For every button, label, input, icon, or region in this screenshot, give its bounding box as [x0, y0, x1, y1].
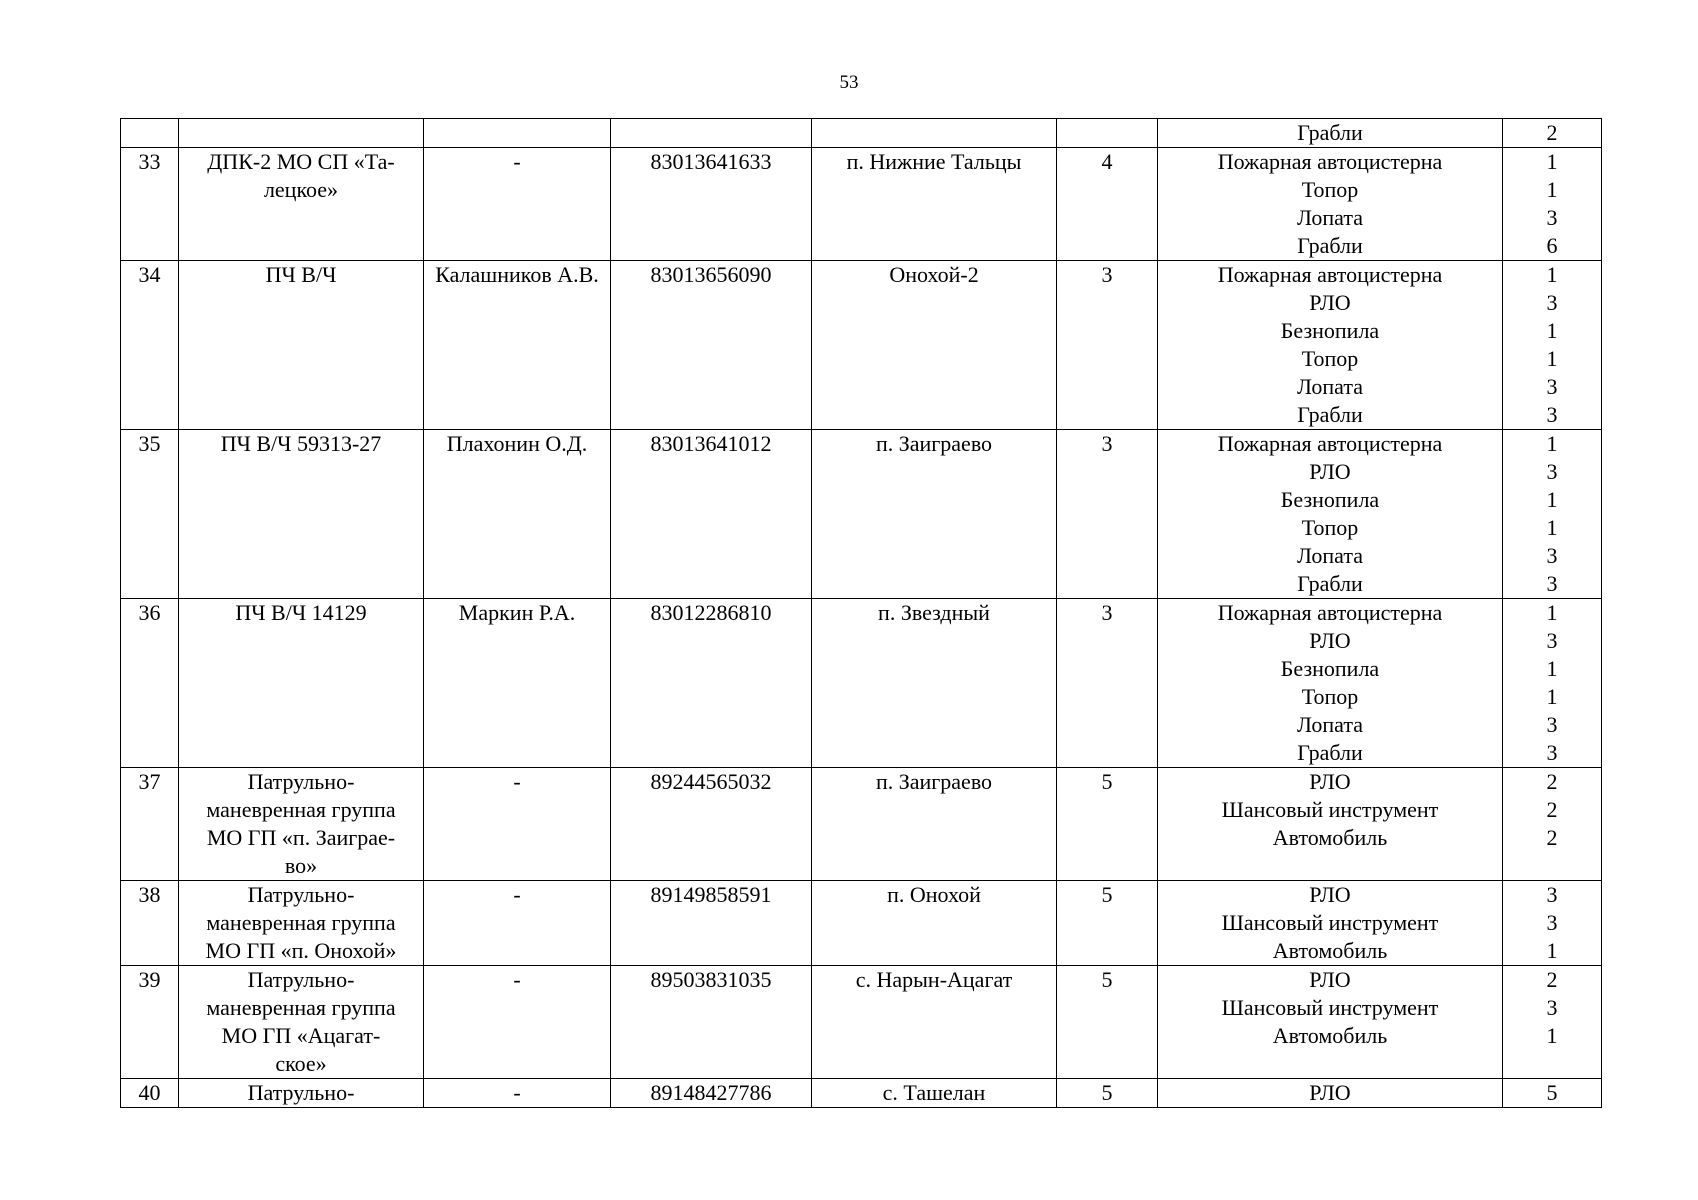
unit-name-line: ПЧ В/Ч	[265, 262, 337, 287]
equipment-name: Грабли	[1297, 120, 1363, 145]
cell-location	[812, 966, 1057, 1079]
equipment-qty: 1	[1546, 318, 1558, 343]
equipment-qty: 1	[1546, 431, 1558, 456]
head-name: Маркин Р.А.	[458, 600, 576, 625]
cell-qty	[1503, 261, 1602, 430]
cell-equipment	[1158, 148, 1503, 261]
cell-count	[1057, 1079, 1158, 1108]
location: п. Заиграево	[875, 431, 993, 456]
unit-name-line: ПЧ В/Ч 14129	[235, 600, 367, 625]
table-row	[121, 1079, 1602, 1108]
unit-name-line: МО ГП «Ацагат-	[221, 1023, 381, 1048]
cell-phone	[611, 881, 812, 966]
equipment-qty: 2	[1546, 797, 1558, 822]
cell-num	[121, 599, 179, 768]
equipment-qty: 5	[1546, 1080, 1558, 1105]
cell-equipment	[1158, 261, 1503, 430]
phone-number: 83013641633	[650, 149, 772, 174]
cell-num	[121, 768, 179, 881]
table-row	[121, 148, 1602, 261]
cell-head	[424, 148, 611, 261]
unit-name-line: ПЧ В/Ч 59313-27	[220, 431, 382, 456]
cell-count	[1057, 966, 1158, 1079]
cell-num	[121, 966, 179, 1079]
equipment-qty: 3	[1546, 628, 1558, 653]
equipment-qty: 1	[1546, 149, 1558, 174]
personnel-count: 4	[1101, 149, 1113, 174]
personnel-count: 5	[1101, 769, 1113, 794]
cell-head	[424, 768, 611, 881]
equipment-name: РЛО	[1309, 290, 1351, 315]
head-name: -	[513, 769, 521, 794]
cell-count	[1057, 148, 1158, 261]
equipment-qty: 1	[1546, 600, 1558, 625]
personnel-count: 3	[1101, 431, 1113, 456]
cell-location	[812, 119, 1057, 148]
table-row	[121, 430, 1602, 599]
page-number: 53	[839, 72, 859, 93]
equipment-name: Автомобиль	[1272, 1023, 1388, 1048]
cell-count	[1057, 881, 1158, 966]
row-number: 34	[138, 262, 161, 287]
cell-head	[424, 1079, 611, 1108]
equipment-name: Лопата	[1297, 205, 1363, 230]
personnel-count: 3	[1101, 600, 1113, 625]
head-name: -	[513, 967, 521, 992]
equipment-name: Топор	[1301, 177, 1359, 202]
unit-name-line: маневренная группа	[206, 910, 396, 935]
cell-head	[424, 881, 611, 966]
cell-equipment	[1158, 881, 1503, 966]
equipment-qty: 3	[1546, 459, 1558, 484]
row-number: 37	[138, 769, 161, 794]
equipment-name: РЛО	[1309, 882, 1351, 907]
cell-num	[121, 119, 179, 148]
equipment-name: Топор	[1301, 515, 1359, 540]
equipment-name: Топор	[1301, 684, 1359, 709]
row-number: 33	[138, 149, 161, 174]
equipment-name: РЛО	[1309, 459, 1351, 484]
location: с. Нарын-Ацагат	[855, 967, 1013, 992]
cell-qty	[1503, 119, 1602, 148]
cell-num	[121, 261, 179, 430]
cell-location	[812, 148, 1057, 261]
personnel-count: 5	[1101, 967, 1113, 992]
unit-name-line: маневренная группа	[206, 797, 396, 822]
row-number: 36	[138, 600, 161, 625]
cell-head	[424, 261, 611, 430]
equipment-qty: 1	[1546, 487, 1558, 512]
equipment-qty: 2	[1546, 769, 1558, 794]
cell-phone	[611, 119, 812, 148]
equipment-qty: 3	[1546, 543, 1558, 568]
equipment-name: Шансовый инструмент	[1221, 910, 1439, 935]
equipment-name: РЛО	[1309, 1080, 1351, 1105]
cell-count	[1057, 430, 1158, 599]
cell-count	[1057, 119, 1158, 148]
cell-qty	[1503, 881, 1602, 966]
cell-name	[179, 599, 424, 768]
equipment-name: Пожарная автоцистерна	[1217, 600, 1443, 625]
equipment-name: Безнопила	[1280, 487, 1380, 512]
equipment-qty: 1	[1546, 656, 1558, 681]
equipment-qty: 1	[1546, 262, 1558, 287]
cell-name	[179, 119, 424, 148]
head-name: Плахонин О.Д.	[446, 431, 588, 456]
equipment-qty: 2	[1546, 967, 1558, 992]
equipment-qty: 3	[1546, 205, 1558, 230]
equipment-name: Грабли	[1297, 233, 1363, 258]
personnel-count: 5	[1101, 882, 1113, 907]
cell-name	[179, 148, 424, 261]
equipment-qty: 2	[1546, 825, 1558, 850]
cell-head	[424, 599, 611, 768]
unit-name-line: МО ГП «п. Онохой»	[205, 938, 397, 963]
unit-name-line: ское»	[275, 1051, 327, 1076]
equipment-qty: 3	[1546, 402, 1558, 427]
equipment-qty: 3	[1546, 995, 1558, 1020]
cell-equipment	[1158, 599, 1503, 768]
cell-equipment	[1158, 119, 1503, 148]
cell-qty	[1503, 148, 1602, 261]
table-row	[121, 966, 1602, 1079]
unit-name-line: ДПК-2 МО СП «Та-	[207, 149, 395, 174]
equipment-name: Лопата	[1297, 712, 1363, 737]
equipment-qty: 3	[1546, 740, 1558, 765]
cell-num	[121, 430, 179, 599]
unit-name-line: Патрульно-	[247, 1080, 355, 1105]
cell-count	[1057, 261, 1158, 430]
cell-location	[812, 261, 1057, 430]
cell-qty	[1503, 599, 1602, 768]
equipment-name: Лопата	[1297, 543, 1363, 568]
equipment-name: Пожарная автоцистерна	[1217, 262, 1443, 287]
equipment-name: РЛО	[1309, 628, 1351, 653]
table-body	[121, 119, 1602, 1108]
resources-table	[120, 118, 1602, 1108]
cell-equipment	[1158, 1079, 1503, 1108]
equipment-name: Грабли	[1297, 402, 1363, 427]
cell-name	[179, 261, 424, 430]
equipment-qty: 1	[1546, 684, 1558, 709]
head-name: -	[513, 882, 521, 907]
equipment-name: РЛО	[1309, 967, 1351, 992]
equipment-qty: 3	[1546, 910, 1558, 935]
cell-qty	[1503, 966, 1602, 1079]
cell-qty	[1503, 768, 1602, 881]
cell-phone	[611, 1079, 812, 1108]
cell-count	[1057, 599, 1158, 768]
equipment-name: Шансовый инструмент	[1221, 797, 1439, 822]
cell-num	[121, 148, 179, 261]
cell-location	[812, 599, 1057, 768]
cell-phone	[611, 966, 812, 1079]
table-row	[121, 881, 1602, 966]
location: с. Ташелан	[882, 1080, 986, 1105]
cell-head	[424, 430, 611, 599]
equipment-name: Автомобиль	[1272, 825, 1388, 850]
cell-qty	[1503, 1079, 1602, 1108]
location: п. Онохой	[887, 882, 981, 907]
equipment-qty: 6	[1546, 233, 1558, 258]
equipment-qty: 1	[1546, 177, 1558, 202]
location: Онохой-2	[889, 262, 979, 287]
location: п. Звездный	[878, 600, 990, 625]
equipment-qty: 1	[1546, 515, 1558, 540]
cell-head	[424, 119, 611, 148]
table-row	[121, 261, 1602, 430]
cell-name	[179, 430, 424, 599]
table-row	[121, 599, 1602, 768]
equipment-name: Грабли	[1297, 740, 1363, 765]
unit-name-line: Патрульно-	[247, 882, 355, 907]
location: п. Нижние Тальцы	[846, 149, 1022, 174]
cell-phone	[611, 599, 812, 768]
cell-num	[121, 1079, 179, 1108]
equipment-name: Автомобиль	[1272, 938, 1388, 963]
row-number: 40	[138, 1080, 161, 1105]
cell-qty	[1503, 430, 1602, 599]
head-name: -	[513, 1080, 521, 1105]
unit-name-line: во»	[284, 853, 318, 878]
phone-number: 83013641012	[650, 431, 772, 456]
cell-location	[812, 430, 1057, 599]
equipment-name: Пожарная автоцистерна	[1217, 431, 1443, 456]
cell-phone	[611, 768, 812, 881]
table-row	[121, 768, 1602, 881]
equipment-qty: 1	[1546, 1023, 1558, 1048]
equipment-name: РЛО	[1309, 769, 1351, 794]
equipment-qty: 3	[1546, 290, 1558, 315]
unit-name-line: Патрульно-	[247, 769, 355, 794]
equipment-name: Грабли	[1297, 571, 1363, 596]
cell-location	[812, 768, 1057, 881]
equipment-name: Лопата	[1297, 374, 1363, 399]
equipment-qty: 1	[1546, 938, 1558, 963]
table-row-continuation	[121, 119, 1602, 148]
cell-head	[424, 966, 611, 1079]
cell-count	[1057, 768, 1158, 881]
cell-location	[812, 881, 1057, 966]
cell-num	[121, 881, 179, 966]
equipment-qty: 3	[1546, 374, 1558, 399]
cell-location	[812, 1079, 1057, 1108]
head-name: -	[513, 149, 521, 174]
equipment-name: Безнопила	[1280, 656, 1380, 681]
phone-number: 89503831035	[650, 967, 772, 992]
equipment-name: Топор	[1301, 346, 1359, 371]
head-name: Калашников А.В.	[435, 262, 599, 287]
row-number: 39	[138, 967, 161, 992]
unit-name-line: маневренная группа	[206, 995, 396, 1020]
location: п. Заиграево	[875, 769, 993, 794]
phone-number: 89148427786	[650, 1080, 772, 1105]
cell-name	[179, 1079, 424, 1108]
cell-equipment	[1158, 768, 1503, 881]
cell-name	[179, 768, 424, 881]
cell-equipment	[1158, 966, 1503, 1079]
phone-number: 89149858591	[650, 882, 772, 907]
equipment-qty: 2	[1546, 120, 1558, 145]
cell-equipment	[1158, 430, 1503, 599]
equipment-name: Безнопила	[1280, 318, 1380, 343]
personnel-count: 5	[1101, 1080, 1113, 1105]
personnel-count: 3	[1101, 262, 1113, 287]
phone-number: 89244565032	[650, 769, 772, 794]
equipment-name: Шансовый инструмент	[1221, 995, 1439, 1020]
cell-name	[179, 881, 424, 966]
equipment-qty: 3	[1546, 882, 1558, 907]
row-number: 35	[138, 431, 161, 456]
unit-name-line: Патрульно-	[247, 967, 355, 992]
cell-phone	[611, 148, 812, 261]
phone-number: 83012286810	[650, 600, 772, 625]
phone-number: 83013656090	[650, 262, 772, 287]
cell-phone	[611, 430, 812, 599]
equipment-qty: 3	[1546, 712, 1558, 737]
equipment-qty: 1	[1546, 346, 1558, 371]
equipment-qty: 3	[1546, 571, 1558, 596]
cell-name	[179, 966, 424, 1079]
equipment-name: Пожарная автоцистерна	[1217, 149, 1443, 174]
cell-phone	[611, 261, 812, 430]
unit-name-line: МО ГП «п. Заиграе-	[206, 825, 396, 850]
row-number: 38	[138, 882, 161, 907]
unit-name-line: лецкое»	[263, 177, 339, 202]
